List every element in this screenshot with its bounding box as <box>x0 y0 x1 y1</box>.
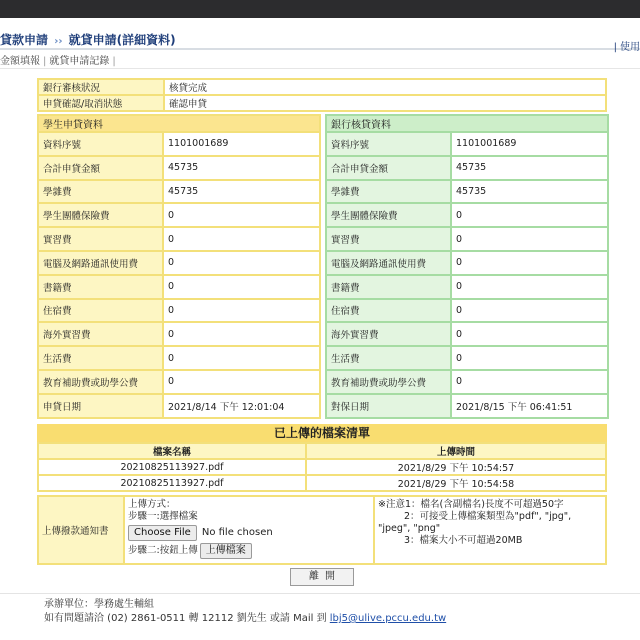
page-title-row <box>0 28 640 53</box>
field-value: 0 <box>452 323 607 345</box>
footer-organizer: 承辦單位：學務處生輔組 <box>44 599 154 610</box>
browser-top-bar <box>0 0 640 18</box>
status-label: 銀行審核狀況 <box>39 80 163 94</box>
field-value: 2021/8/15 下午 06:41:51 <box>452 395 607 417</box>
upload-time: 2021/8/29 下午 10:54:58 <box>307 476 605 490</box>
student-table-title: 學生申貸資料 <box>39 116 319 131</box>
upload-label: 上傳撥款通知書 <box>39 497 123 563</box>
upload-section <box>37 495 607 565</box>
breadcrumb <box>0 31 176 48</box>
field-value: 0 <box>452 347 607 369</box>
table-row <box>39 371 319 393</box>
field-value: 0 <box>452 204 607 226</box>
table-row <box>327 300 607 322</box>
field-value: 0 <box>452 300 607 322</box>
bank-table-title: 銀行核貸資料 <box>327 116 607 131</box>
table-row <box>39 460 605 474</box>
breadcrumb-separator: ›› <box>54 36 63 47</box>
field-label: 申貸日期 <box>39 395 162 417</box>
upload-method-label: 上傳方式： <box>128 499 176 510</box>
field-label: 實習費 <box>39 228 162 250</box>
field-label: 生活費 <box>327 347 450 369</box>
user-menu[interactable]: | 使用 <box>613 42 640 53</box>
table-row <box>327 133 607 155</box>
field-value: 0 <box>164 323 319 345</box>
table-row <box>327 157 607 179</box>
table-row <box>39 347 319 369</box>
table-row <box>327 371 607 393</box>
divider <box>0 68 640 69</box>
table-row <box>39 476 605 490</box>
field-label: 學生團體保險費 <box>39 204 162 226</box>
table-row <box>39 181 319 203</box>
field-label: 書籍費 <box>39 276 162 298</box>
no-file-status: No file chosen <box>201 527 273 538</box>
table-row <box>327 204 607 226</box>
choose-file-button[interactable]: Choose File <box>128 525 197 541</box>
table-row <box>39 157 319 179</box>
field-label: 住宿費 <box>39 300 162 322</box>
table-row <box>327 395 607 417</box>
status-label: 申貸確認/取消狀態 <box>39 96 163 110</box>
table-header-row <box>39 444 605 458</box>
step-two-row <box>128 543 370 559</box>
field-label: 學雜費 <box>39 181 162 203</box>
table-row <box>39 252 319 274</box>
field-label: 住宿費 <box>327 300 450 322</box>
field-label: 實習費 <box>327 228 450 250</box>
field-label: 合計申貸金額 <box>327 157 450 179</box>
table-row <box>39 276 319 298</box>
table-row <box>39 80 605 94</box>
contact-email-link[interactable]: lbj5@ulive.pccu.edu.tw <box>329 613 447 624</box>
upload-file-button[interactable]: 上傳檔案 <box>200 543 252 559</box>
field-value: 45735 <box>164 181 319 203</box>
field-value: 0 <box>452 228 607 250</box>
status-value: 確認申貸 <box>165 96 605 110</box>
upload-steps <box>125 497 373 563</box>
field-label: 資料序號 <box>327 133 450 155</box>
column-header-filename: 檔案名稱 <box>39 444 305 458</box>
table-row <box>39 228 319 250</box>
field-label: 書籍費 <box>327 276 450 298</box>
note-2: 2：可接受上傳檔案類型為"pdf", "jpg", <box>404 511 572 522</box>
divider <box>0 593 640 594</box>
field-value: 0 <box>164 300 319 322</box>
table-row <box>39 204 319 226</box>
table-row <box>327 228 607 250</box>
loan-comparison <box>37 114 609 420</box>
field-value: 0 <box>452 276 607 298</box>
bank-loan-table <box>325 114 609 419</box>
uploaded-files-table <box>37 442 607 492</box>
field-label: 海外實習費 <box>327 323 450 345</box>
field-value: 0 <box>452 371 607 393</box>
file-name[interactable]: 20210825113927.pdf <box>39 476 305 490</box>
field-value: 0 <box>164 252 319 274</box>
note-3: 3：檔案大小不可超過20MB <box>404 535 523 546</box>
field-label: 學雜費 <box>327 181 450 203</box>
step-two-label: 步驟二:按鈕上傳 <box>128 545 198 556</box>
field-value: 0 <box>164 204 319 226</box>
close-button[interactable]: 離開 <box>290 568 354 586</box>
field-label: 電腦及網路通訊使用費 <box>39 252 162 274</box>
user-link-label: 使用 <box>620 42 640 53</box>
upload-time: 2021/8/29 下午 10:54:57 <box>307 460 605 474</box>
table-row <box>327 252 607 274</box>
footer-contact-text: 如有問題請洽 (02) 2861-0511 轉 12112 劉先生 或請 Mail 到 <box>44 613 330 624</box>
field-value: 0 <box>164 371 319 393</box>
field-value: 2021/8/14 下午 12:01:04 <box>164 395 319 417</box>
table-row <box>327 276 607 298</box>
field-label: 資料序號 <box>39 133 162 155</box>
subnav-amount-report[interactable]: 金額填報 <box>0 56 40 67</box>
field-label: 電腦及網路通訊使用費 <box>327 252 450 274</box>
field-value: 45735 <box>164 157 319 179</box>
field-label: 海外實習費 <box>39 323 162 345</box>
field-label: 合計申貸金額 <box>39 157 162 179</box>
field-label: 生活費 <box>39 347 162 369</box>
table-row <box>39 323 319 345</box>
field-label: 學生團體保險費 <box>327 204 450 226</box>
field-value: 0 <box>164 347 319 369</box>
field-value: 0 <box>452 252 607 274</box>
table-row <box>327 181 607 203</box>
field-value: 0 <box>164 276 319 298</box>
note-1: ※注意1：檔名(含副檔名)長度不可超過50字 <box>378 499 564 510</box>
footer <box>44 598 446 626</box>
subnav-application-records[interactable]: 就貸申請記錄 <box>49 56 110 67</box>
sub-navigation: 金額填報 | 就貸申請記錄 | <box>0 56 116 67</box>
footer-contact <box>44 612 446 626</box>
field-value: 1101001689 <box>452 133 607 155</box>
table-row <box>327 347 607 369</box>
field-label: 教育補助費或助學公費 <box>39 371 162 393</box>
status-value: 核貸完成 <box>165 80 605 94</box>
table-row <box>327 323 607 345</box>
table-row <box>39 300 319 322</box>
table-row <box>39 395 319 417</box>
student-loan-table <box>37 114 321 419</box>
field-value: 45735 <box>452 157 607 179</box>
page-title: 就貸申請(詳細資料) <box>68 33 176 47</box>
table-row <box>39 96 605 110</box>
field-value: 1101001689 <box>164 133 319 155</box>
upload-notes <box>375 497 605 563</box>
field-value: 0 <box>164 228 319 250</box>
field-label: 教育補助費或助學公費 <box>327 371 450 393</box>
file-picker <box>128 525 370 541</box>
step-one-label: 步驟一:選擇檔案 <box>128 511 198 522</box>
breadcrumb-item-loan[interactable]: 貸款申請 <box>0 33 49 47</box>
table-row <box>39 133 319 155</box>
field-value: 45735 <box>452 181 607 203</box>
uploaded-files-title: 已上傳的檔案清單 <box>37 424 607 442</box>
file-name[interactable]: 20210825113927.pdf <box>39 460 305 474</box>
column-header-upload-time: 上傳時間 <box>307 444 605 458</box>
field-label: 對保日期 <box>327 395 450 417</box>
note-2-continued: "jpeg", "png" <box>378 523 441 534</box>
status-table <box>37 78 607 112</box>
